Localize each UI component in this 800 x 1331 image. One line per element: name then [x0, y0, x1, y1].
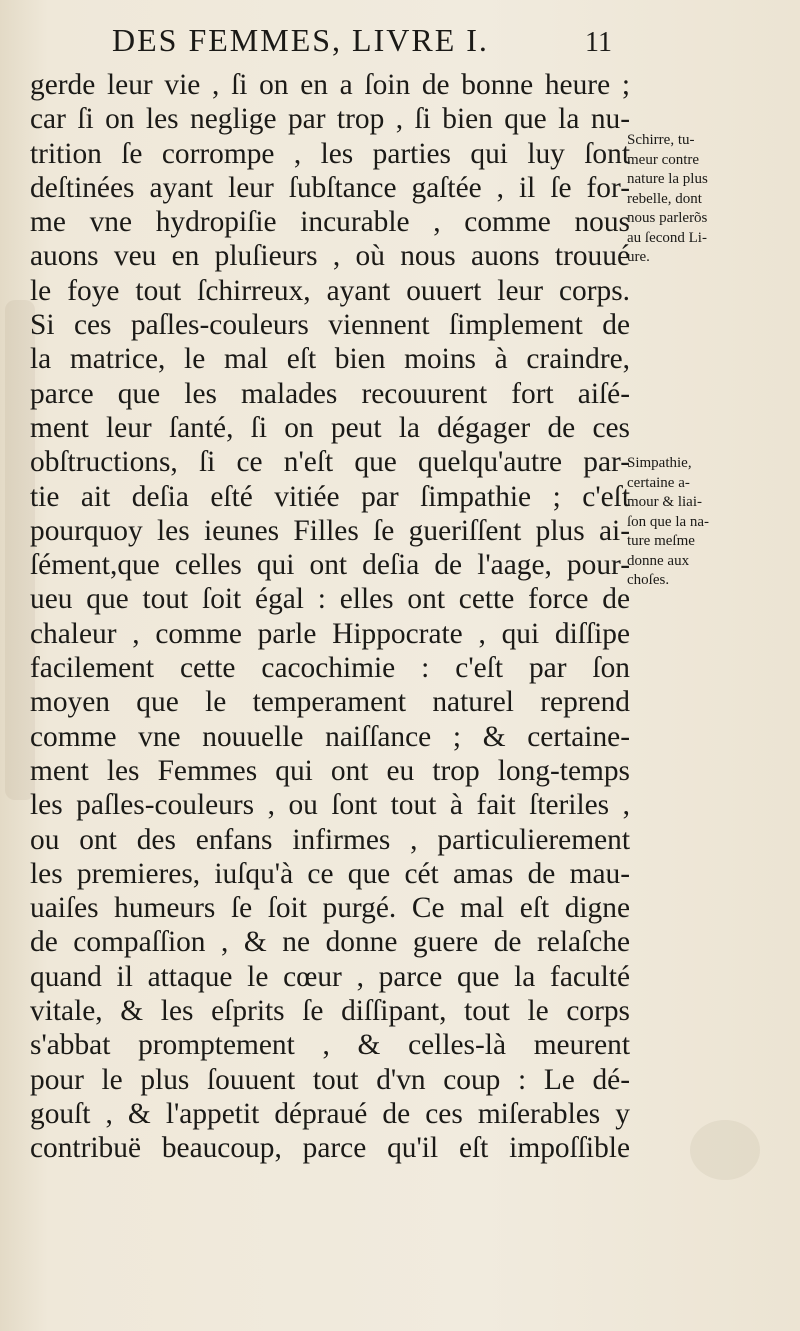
text-line: facilement cette cacochimie : c'eſt par ſon: [30, 652, 630, 685]
text-line: contribuë beaucoup, parce qu'il eſt impoſſible: [30, 1132, 630, 1165]
text-line: tie ait deſia eſté vitiée par ſimpathie ; c'eſt: [30, 480, 630, 513]
text-line: le foye tout ſchirreux, ayant ouuert leur corps.: [30, 274, 630, 307]
text-line: de compaſſion , & ne donne guere de relaſche: [30, 926, 630, 959]
text-line: la matrice, le mal eſt bien moins à craindre,: [30, 343, 630, 376]
text-line: parce que les malades recouurent fort aiſé-: [30, 377, 630, 410]
margin-note-line: mour & liai-: [627, 494, 702, 510]
text-line: auons veu en pluſieurs , où nous auons trouué: [30, 240, 630, 273]
text-line: les paſles-couleurs , ou ſont tout à fait ſteriles ,: [30, 789, 630, 822]
text-line: pour le plus ſouuent tout d'vn coup : Le dé-: [30, 1063, 630, 1096]
text-line: ment les Femmes qui ont eu trop long-temps: [30, 754, 630, 787]
running-header: [112, 22, 612, 59]
margin-note-simpathie: [627, 454, 787, 591]
text-line: uaiſes humeurs ſe ſoit purgé. Ce mal eſt digne: [30, 892, 630, 925]
text-line: les premieres, iuſqu'à ce que cét amas de mau-: [30, 857, 630, 890]
text-line: gerde leur vie , ſi on en a ſoin de bonne heure ;: [30, 69, 630, 101]
text-line: quand il attaque le cœur , parce que la faculté: [30, 960, 630, 993]
text-line: gouſt , & l'appetit dépraué de ces miſerables y: [30, 1097, 630, 1130]
text-line: moyen que le temperament naturel reprend: [30, 686, 630, 719]
margin-note-line: certaine a-: [627, 474, 690, 491]
text-line: ment leur ſanté, ſi on peut la dégager de ces: [30, 411, 630, 444]
margin-note-line: Schirre, tu-: [627, 132, 695, 148]
text-line: comme vne nouuelle naiſſance ; & certaine-: [30, 720, 630, 753]
text-line: trition ſe corrompe , les parties qui luy ſont: [30, 137, 630, 170]
text-line: vitale, & les eſprits ſe diſſipant, tout le corps: [30, 995, 630, 1028]
page-number: 11: [585, 27, 612, 58]
margin-note-schirre: [627, 131, 787, 268]
running-title: DES FEMMES, LIVRE I.: [112, 22, 489, 58]
text-line: me vne hydropiſie incurable , comme nous: [30, 206, 630, 239]
margin-note-line: au ſecond Li-: [627, 229, 707, 246]
margin-note-line: meur contre: [627, 151, 700, 168]
margin-note-line: ure.: [627, 249, 650, 265]
margin-note-line: rebelle, dont: [627, 190, 702, 207]
text-line: ſément,que celles qui ont deſia de l'aage, pour-: [30, 549, 630, 582]
margin-note-line: choſes.: [627, 572, 670, 588]
margin-note-line: ſon que la na-: [627, 513, 710, 530]
margin-note-line: ture meſme: [627, 533, 695, 549]
text-line: s'abbat promptement , & celles-là meurent: [30, 1029, 630, 1062]
text-line: car ſi on les neglige par trop , ſi bien que la nu-: [30, 103, 630, 136]
text-line: obſtructions, ſi ce n'eſt que quelqu'autre par-: [30, 446, 630, 479]
margin-note-line: donne aux: [627, 552, 690, 569]
text-line: deſtinées ayant leur ſubſtance gaſtée , il ſe for-: [30, 171, 630, 204]
text-line: chaleur , comme parle Hippocrate , qui diſſipe: [30, 617, 630, 650]
text-line: ueu que tout ſoit égal : elles ont cette force de: [30, 583, 630, 616]
margin-note-line: nous parlerõs: [627, 210, 708, 226]
paper-stain: [690, 1120, 760, 1180]
main-text-block: [30, 68, 630, 1166]
text-line: pourquoy les ieunes Filles ſe gueriſſent plus ai-: [30, 514, 630, 547]
margin-note-line: nature la plus: [627, 171, 708, 187]
margin-note-line: Simpathie,: [627, 455, 692, 471]
text-line: Si ces paſles-couleurs viennent ſimplement de: [30, 309, 630, 342]
text-line: ou ont des enfans infirmes , particulierement: [30, 823, 630, 856]
